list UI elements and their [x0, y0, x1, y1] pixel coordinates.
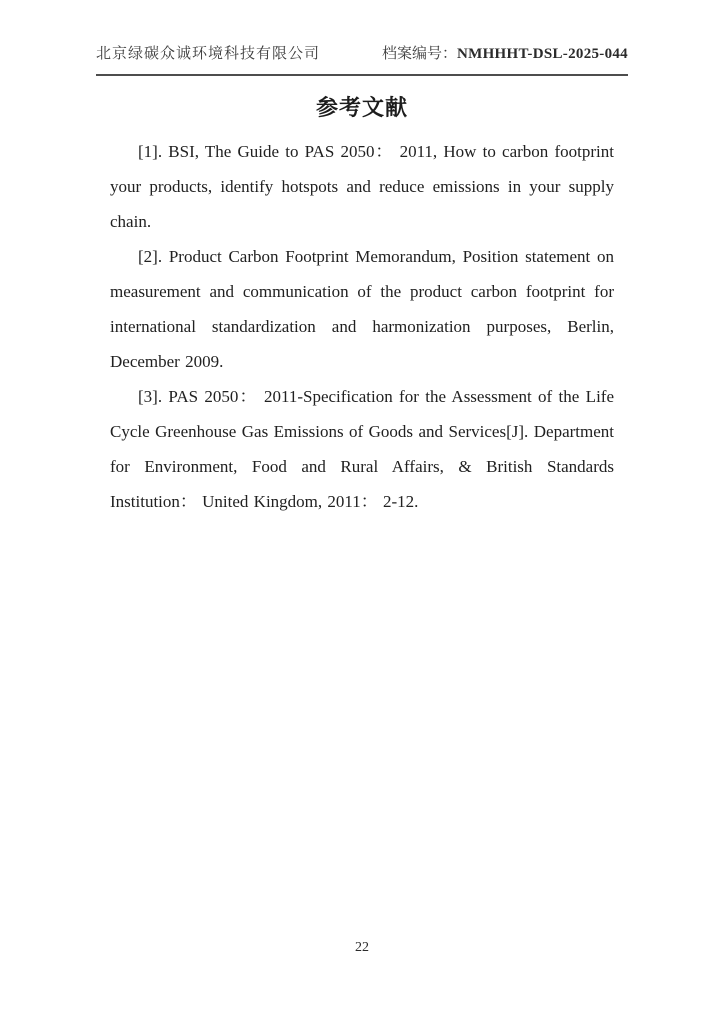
references-section [110, 134, 614, 519]
reference-item-3: [3]. PAS 2050： 2011-Specification for the Assessment of the Life Cycle Greenhouse Gas Emissions of Goods and Services[J]. Department for Environment, Food and Rural Affairs, & British Standards Institution： United Kingdom, 2011： 2-12. [110, 387, 614, 511]
reference-item-1: [1]. BSI, The Guide to PAS 2050： 2011, How to carbon footprint your products, identify hotspots and reduce emissions in your supply chain. [110, 142, 614, 231]
header-company-name: 北京绿碳众诚环境科技有限公司 [96, 46, 321, 62]
page-header [96, 44, 628, 76]
doc-number-value: NMHHHT-DSL-2025-044 [457, 46, 628, 62]
page-footer [0, 938, 724, 958]
doc-number-label: 档案编号： [381, 46, 457, 62]
header-doc-number [382, 44, 628, 64]
reference-item-2: [2]. Product Carbon Footprint Memorandum, Position statement on measurement and communication of the product carbon footprint for international standardization and harmonization purposes, Berlin, December 2009. [110, 247, 614, 371]
page-title: 参考文献 [315, 95, 408, 120]
page-number: 22 [355, 940, 369, 955]
